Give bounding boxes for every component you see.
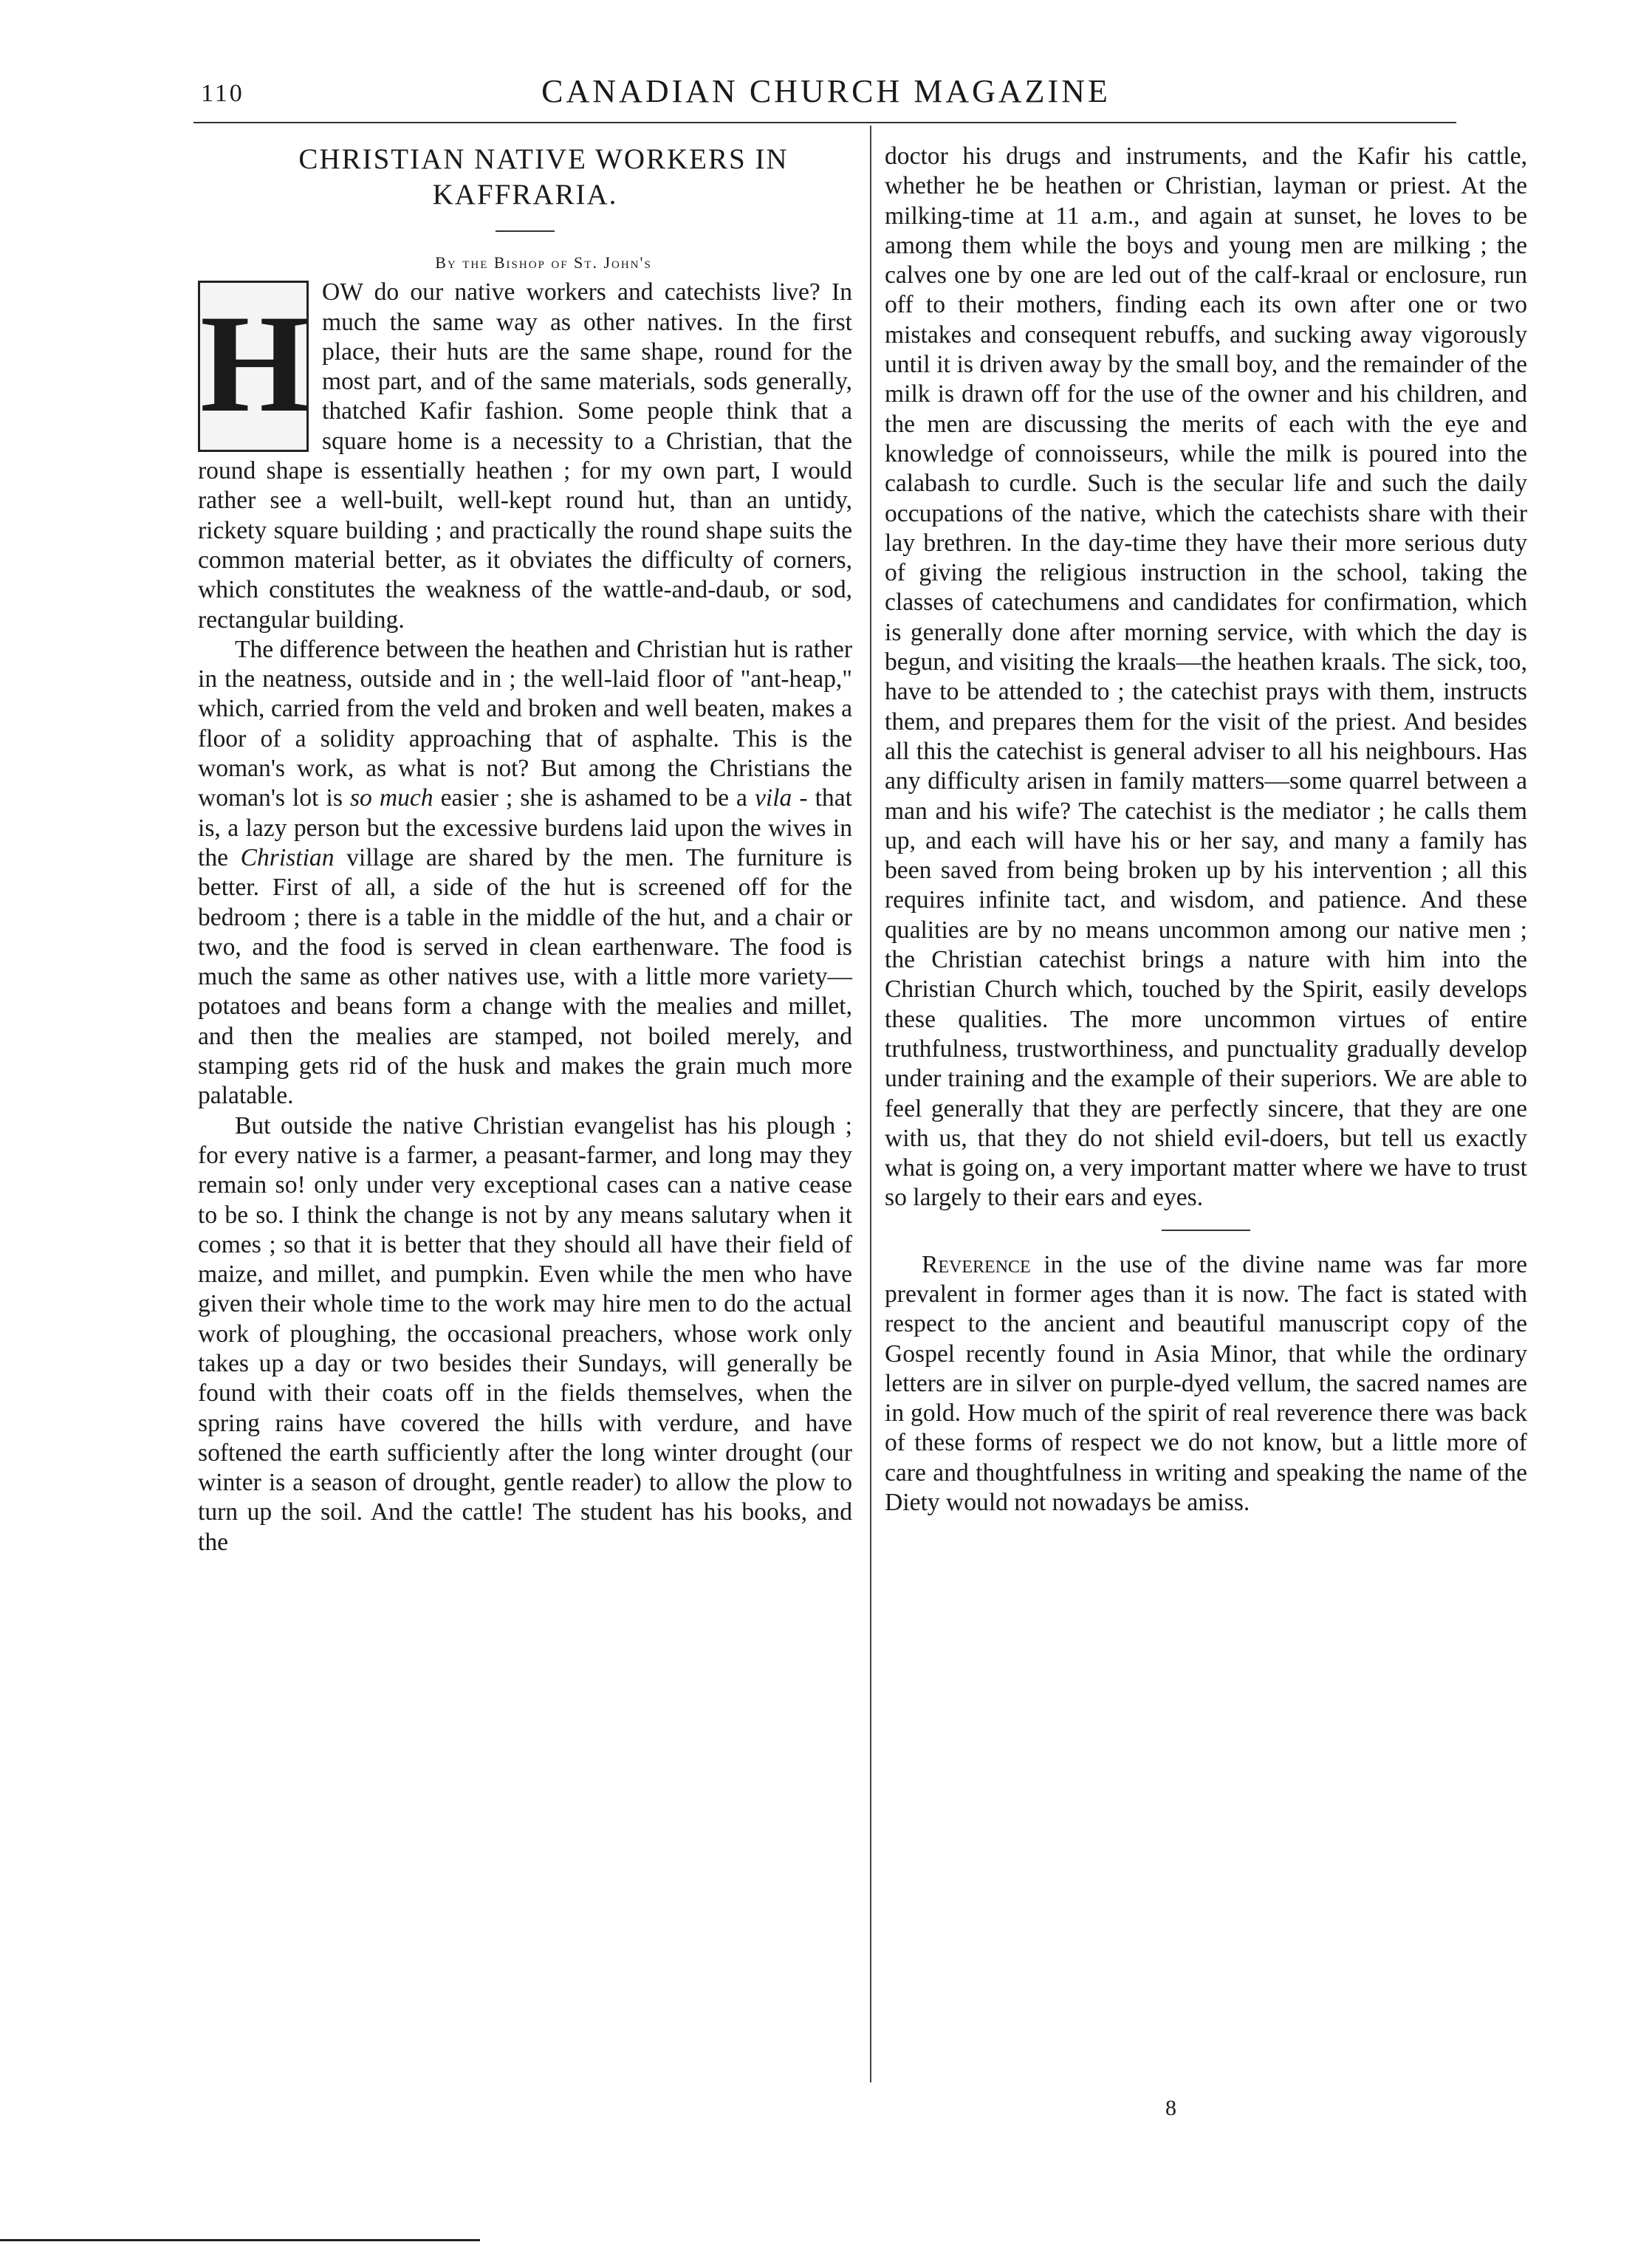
article-byline: By the Bishop of St. John's	[435, 253, 652, 272]
paragraph-2-text-b: easier ; she is ashamed to be a	[440, 784, 747, 812]
ornamental-dropcap: H	[198, 281, 309, 452]
section-separator	[1162, 1230, 1250, 1231]
page-number: 110	[201, 80, 244, 107]
emphasis-vila: vila	[754, 784, 792, 812]
paragraph-2	[198, 635, 852, 1111]
emphasis-christian: Christian	[240, 843, 335, 871]
left-column	[198, 142, 852, 1557]
paragraph-2-text-a: The difference between the heathen and Christian hut is rather in the neatness, outside and in ; the well-laid floor of "ant-heap," which, carried from the veld and broken and well beaten, makes a floor of a solidity approaching that of asphalte. This is the woman's work, as what is not? But among the Christians the woman's lot is	[198, 635, 852, 812]
article-title: CHRISTIAN NATIVE WORKERS IN KAFFRARIA.	[298, 143, 789, 210]
signature-mark: 8	[1165, 2096, 1176, 2120]
header-rule	[193, 122, 1456, 123]
reverence-text: in the use of the divine name was far more prevalent in former ages than it is now. The fact is stated with respect to the ancient and beautiful manuscript copy of the Gospel recently found in Asia Minor, that while the ordinary letters are in silver on purple-dyed vellum, the sacred names are in gold. How much of the spirit of real reverence there was back of these forms of respect we do not know, but a little more of care and thoughtfulness in writing and speaking the name of the Diety would not nowadays be amiss.	[885, 1250, 1527, 1517]
emphasis-so-much: so much	[349, 784, 433, 812]
reverence-lead: Reverence	[922, 1250, 1031, 1278]
paragraph-3: But outside the native Christian evangelist has his plough ; for every native is a farmer, a peasant-farmer, and long may they remain so! only under very exceptional cases can a native cease to be so. I think the change is not by any means salutary when it comes ; so that it is better that they should all have their field of maize, and millet, and pumpkin. Even while the men who have given their whole time to the work may hire men to do the actual work of ploughing, the occasional preachers, whose work only takes up a day or two besides their Sundays, will generally be found with their coats off in the fields themselves, when the spring rains have covered the hills with verdure, and have softened the earth sufficiently after the long winter drought (our winter is a season of drought, gentle reader) to allow the plow to turn up the soil. And the cattle! The student has his books, and the	[198, 1111, 852, 1556]
paragraph-2-text-d: village are shared by the men. The furniture is better. First of all, a side of the hut is screened off for the bedroom ; there is a table in the middle of the hut, and a chair or two, and the food is served in clean earthenware. The food is much the same as other natives use, with a little more variety— potatoes and beans form a change with the mealies and millet, and then the mealies are stamped, not boiled merely, and stamping gets rid of the husk and makes the grain much more palatable.	[198, 843, 852, 1110]
title-rule	[496, 230, 555, 232]
footer-rule	[0, 2239, 480, 2241]
running-head: CANADIAN CHURCH MAGAZINE	[541, 73, 1111, 109]
paragraph-3-continued: doctor his drugs and instruments, and the Kafir his cattle, whether he be heathen or Christian, layman or priest. At the milking-time at 11 a.m., and again at sunset, he loves to be among them while the boys and young men are milking ; the calves one by one are led out of the calf-kraal or enclosure, run off to their mothers, finding each its own after one or two mistakes and consequent rebuffs, and sucking away vigorously until it is driven away by the small boy, and the remainder of the milk is drawn off for the use of the owner and his children, and the men are discussing the merits of each with the eye and knowledge of connoisseurs, while the milk is poured into the calabash to curdle. Such is the secular life and such the daily occupations of the native, which the catechists share with their lay brethren. In the day-time they have their more serious duty of giving the religious instruction in the school, taking the classes of catechumens and candidates for confirmation, which is generally done after morning service, with which the day is begun, and visiting the kraals—the heathen kraals. The sick, too, have to be attended to ; the catechist prays with them, instructs them, and prepares them for the visit of the priest. And besides all this the catechist is general adviser to all his neighbours. Has any difficulty arisen in family matters—some quarrel between a man and his wife? The catechist is the mediator ; he calls them up, and each will have his or her say, and many a family has been saved from being broken up by his intervention ; all this requires infinite tact, and wisdom, and patience. And these qualities are by no means uncommon among our native men ; the Christian catechist brings a nature with him into the Christian Church which, touched by the Spirit, easily develops these qualities. The more uncommon virtues of entire truthfulness, trustworthiness, and punctuality gradually develop under training and the example of their superiors. We are able to feel generally that they are perfectly sincere, that they are one with us, that they do not shield evil-doers, but tell us exactly what is going on, a very important matter where we have to trust so largely to their ears and eyes.	[885, 143, 1527, 1212]
paragraph-1	[198, 278, 852, 635]
right-column	[885, 142, 1527, 1518]
reverence-note	[885, 1250, 1527, 1518]
column-divider	[870, 126, 871, 2083]
paragraph-1-text: OW do our native workers and catechists live? In much the same way as other natives. In the first place, their huts are the same shape, round for the most part, and of the same materials, sods generally, thatched Kafir fashion. Some people think that a square home is a necessity to a Christian, that the round shape is essentially heathen ; for my own part, I would rather see a well-built, well-kept round hut, than an untidy, rickety square building ; and practically the round shape suits the common material better, as it obviates the difficulty of corners, which constitutes the weakness of the wattle-and-daub, or sod, rectangular building.	[198, 278, 852, 634]
paragraph-2-text-c: - that is, a lazy person but the excessive burdens laid upon the wives in the	[198, 784, 852, 871]
